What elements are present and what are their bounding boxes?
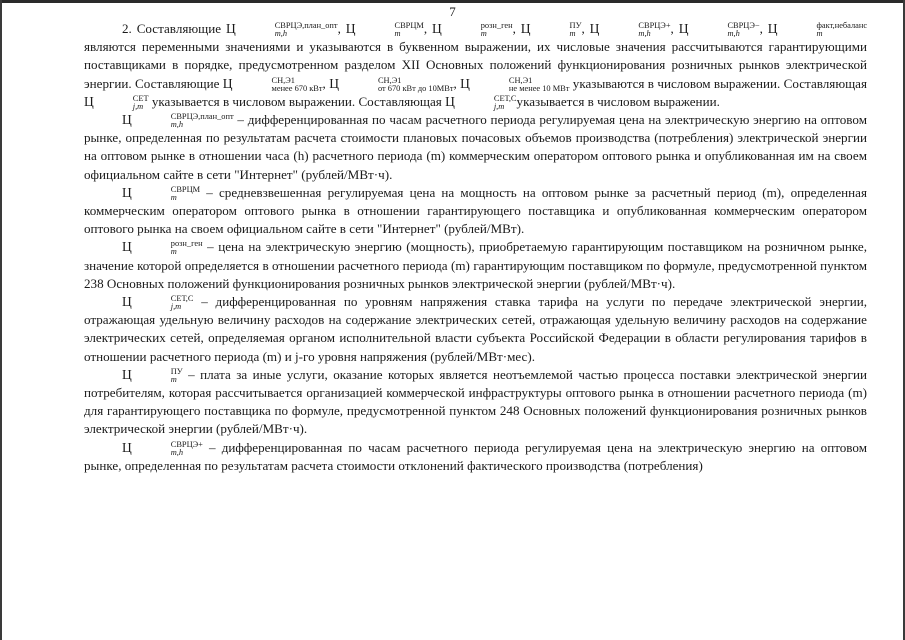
symbol-superscript: СВРЦЭ+ [638, 21, 671, 30]
symbol-subscript: m,h [170, 447, 184, 457]
paragraph-7 [84, 439, 867, 475]
text-run: – дифференцированная по часам расчетного периода регулируемая цена на электрическую энергию на оптовом рынке, определенная по результатам расчета стоимости отклонений фактического производства (потребления) [84, 439, 867, 473]
symbol-superscript: СВРЦЭ+ [170, 439, 203, 449]
price-symbol [122, 294, 194, 312]
symbol-superscript: ПУ [569, 21, 582, 30]
symbol-superscript: СВРЦЭ,план_опт [274, 21, 338, 30]
text-run: указывается в числовом выражении. [516, 93, 720, 109]
symbol-base: Ц [122, 184, 132, 200]
symbol-superscript: розн_ген [480, 21, 513, 30]
symbol-base: Ц [122, 366, 132, 382]
price-symbol [122, 440, 203, 455]
text-run: , [759, 21, 768, 36]
symbol-subscript: j,m [170, 302, 182, 312]
symbol-superscript: СВРЦЭ,план_опт [170, 112, 234, 122]
symbol-superscript: СВРЦМ [170, 184, 201, 194]
text-run: – средневзвешенная регулируемая цена на мощность на оптовом рынке за расчетный период (m), определенная коммерческим оператором оптового рынка в отношении гарантирующего поставщика и опубликованная коммерческим оператором оптового рынка на своем официальном сайте в сети "Интернет" (рублей/МВт). [84, 184, 867, 237]
paragraph-5 [84, 293, 867, 366]
text-run: – цена на электрическую энергию (мощность), приобретаемую гарантирующим поставщиком на розничном рынке, значение которой определяется в отношении расчетного периода (m) гарантирующим поставщиком по формуле, предусмотренной пунктом 238 Основных положений функционирования розничных рынков электрической энергии (рублей/МВт·ч). [84, 239, 867, 291]
symbol-superscript: ПУ [170, 366, 183, 376]
price-symbol [432, 21, 513, 36]
symbol-base: Ц [225, 21, 236, 36]
symbol-base: Ц [122, 294, 132, 310]
symbol-base: Ц [345, 21, 356, 36]
price-symbol [460, 76, 569, 91]
symbol-subscript: m [394, 29, 401, 38]
symbol-subscript: m [170, 192, 177, 202]
symbol-base: Ц [678, 21, 689, 36]
symbol-base: Ц [122, 112, 132, 128]
symbol-superscript: СН,Э1 [271, 75, 295, 85]
symbol-base: Ц [84, 93, 94, 109]
price-symbol [122, 185, 200, 200]
symbol-subscript: m [480, 29, 487, 38]
symbol-subscript: m [170, 247, 177, 257]
price-symbol [768, 21, 867, 36]
symbol-base: Ц [520, 21, 531, 36]
price-symbol [122, 112, 234, 130]
price-symbol [590, 21, 671, 36]
price-symbol [122, 367, 183, 382]
symbol-subscript: m,h [170, 120, 184, 130]
text-run: , [670, 21, 679, 36]
paragraph-3 [84, 184, 867, 239]
symbol-superscript: СЕТ,С [170, 294, 194, 304]
symbol-subscript: от 670 кВт до 10МВт [377, 83, 454, 93]
symbol-subscript: m,h [727, 29, 740, 38]
text-run: , [322, 75, 330, 91]
symbol-superscript: СЕТ [132, 93, 149, 103]
symbol-base: Ц [122, 239, 132, 255]
text-run: указываются в числовом выражении. Составляющая [569, 75, 868, 91]
text-run: – дифференцированная по часам расчетного периода регулируемая цена на электрическую энергию на оптовом рынке, определенная по результатам расчета стоимости плановых почасовых объемов производства (потребления) электрической энергии на оптовом рынке в отношении часа (h) расчетного периода (m) коммерческим оператором оптового рынка и опубликованная им на своем официальном сайте в сети "Интернет" (рублей/МВт·ч). [84, 112, 867, 182]
text-run: , [453, 75, 461, 91]
symbol-superscript: факт,небаланс [816, 21, 868, 30]
scan-edge-top [0, 0, 905, 3]
symbol-superscript: СН,Э1 [377, 75, 402, 85]
price-symbol [521, 21, 582, 36]
scan-edge-left [0, 0, 2, 640]
text-run: – плата за иные услуги, оказание которых является неотъемлемой частью процесса поставки электрической энергии потребителям, которая рассчитывается организацией коммерческой инфраструктуры оптового рынка в отношении расчетного периода (m) для гарантирующего поставщика по формуле, предусмотренной пунктом 248 Основных положений функционирования розничных рынков электрической энергии (рублей/МВт·ч). [84, 366, 867, 437]
symbol-base: Ц [329, 75, 339, 91]
symbol-subscript: m [569, 29, 576, 38]
symbol-subscript: m [816, 29, 823, 38]
symbol-superscript: СЕТ,С [493, 93, 517, 103]
symbol-subscript: j,m [493, 101, 505, 111]
price-symbol [223, 76, 323, 91]
symbol-superscript: СВРЦМ [394, 21, 424, 30]
symbol-base: Ц [445, 93, 455, 109]
text-run: указывается в числовом выражении. Составляющая [148, 93, 446, 109]
text-run: являются переменными значениями и указываются в буквенном выражении, их числовые значения рассчитываются гарантирующими поставщиками в порядке, предусмотренном разделом XII Основных положений функционирования розничных рынков электрической энергии. Составляющие [84, 39, 867, 91]
symbol-superscript: розн_ген [170, 239, 203, 249]
paragraph-1 [84, 20, 867, 111]
symbol-base: Ц [431, 21, 442, 36]
text-run: , [581, 21, 590, 36]
text-run: , [423, 21, 432, 36]
symbol-subscript: m [170, 374, 177, 384]
symbol-superscript: СВРЦЭ− [727, 21, 760, 30]
page-number: 7 [449, 4, 456, 19]
document-body [84, 20, 867, 475]
symbol-subscript: j,m [132, 101, 144, 111]
price-symbol [445, 94, 516, 109]
symbol-subscript: не менее 10 МВт [508, 83, 570, 93]
paragraph-6 [84, 366, 867, 439]
symbol-subscript: m,h [274, 29, 288, 38]
paragraph-4 [84, 238, 867, 293]
price-symbol [84, 94, 149, 109]
paragraph-2 [84, 111, 867, 184]
symbol-base: Ц [460, 75, 470, 91]
text-run: – дифференцированная по уровням напряжения ставка тарифа на услуги по передаче электрической энергии, отражающая удельную величину расходов на содержание электрических сетей, отражающая удельную величину расходов на содержание электрических сетей, определяемая органом исполнительной власти субъекта Российской Федерации в области регулирования тарифов в отношении расчетного периода (m) и j-го уровня напряжения (рублей/МВт·мес). [84, 294, 867, 364]
symbol-base: Ц [589, 21, 600, 36]
text-run: , [337, 21, 346, 36]
symbol-base: Ц [767, 21, 778, 36]
price-symbol [679, 21, 760, 36]
symbol-superscript: СН,Э1 [508, 75, 533, 85]
symbol-base: Ц [222, 75, 233, 91]
symbol-subscript: m,h [638, 29, 651, 38]
price-symbol [346, 21, 424, 36]
text-run: 2. Составляющие [122, 21, 226, 36]
price-symbol [122, 239, 203, 257]
price-symbol [329, 76, 453, 91]
price-symbol [226, 21, 338, 36]
symbol-base: Ц [122, 439, 132, 455]
symbol-subscript: менее 670 кВт [271, 83, 323, 93]
text-run: , [512, 21, 521, 36]
